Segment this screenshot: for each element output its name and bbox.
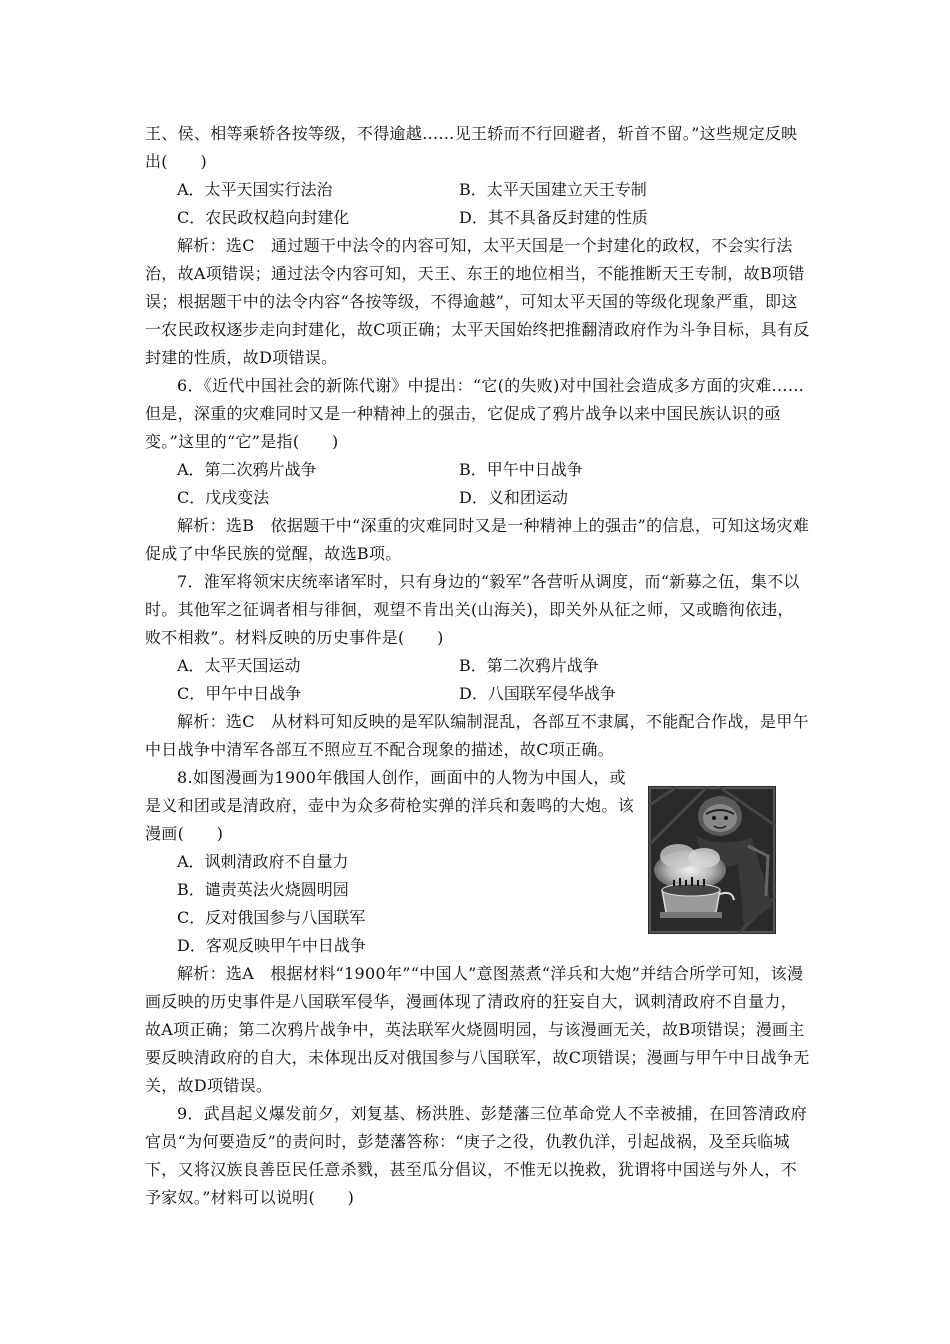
q5-options-row-1: [145, 176, 810, 204]
q5-option-c: C．农民政权趋向封建化: [177, 208, 350, 227]
q7-option-c: C．甲午中日战争: [177, 684, 302, 703]
q6-analysis: 解析：选B 依据题干中“深重的灾难同时又是一种精神上的强击”的信息，可知这场灾难促成了中华民族的觉醒，故选B项。: [145, 516, 810, 563]
q5-analysis: 解析：选C 通过题干中法令的内容可知，太平天国是一个封建化的政权，不会实行法治，故A项错误；通过法令内容可知，天王、东王的地位相当，不能推断天王专制，故B项错误；根据题干中的法令内容“各按等级，不得逾越”，可知太平天国的等级化现象严重，即这一农民政权逐步走向封建化，故C项正确；太平天国始终把推翻清政府作为斗争目标，具有反封建的性质，故D项错误。: [145, 236, 810, 367]
q8-analysis: 解析：选A 根据材料“1900年”“中国人”意图蒸煮“洋兵和大炮”并结合所学可知，该漫画反映的历史事件是八国联军侵华，漫画体现了清政府的狂妄自大，讽刺清政府不自量力，故A项正确；第二次鸦片战争中，英法联军火烧圆明园，与该漫画无关，故B项错误；漫画主要反映清政府的自大，未体现出反对俄国参与八国联军，故C项错误；漫画与甲午中日战争无关，故D项错误。: [145, 964, 810, 1095]
q7-option-b: B．第二次鸦片战争: [459, 656, 599, 675]
q5-option-a: A．太平天国实行法治: [177, 180, 333, 199]
q6-option-a: A．第二次鸦片战争: [177, 460, 317, 479]
cartoon-image: [648, 786, 776, 934]
q8-block: [145, 764, 810, 960]
q7-stem: 7．淮军将领宋庆统率诸军时，只有身边的“毅军”各营听从调度，而“新募之伍，集不以时。其他军之征调者相与徘徊，观望不肯出关(山海关)，即关外从征之师，又或瞻徇依违，败不相救”。材料反映的历史事件是( ): [145, 572, 800, 647]
document-content: [145, 120, 810, 1212]
q6-option-c: C．戊戌变法: [177, 488, 270, 507]
q9-stem: 9．武昌起义爆发前夕，刘复基、杨洪胜、彭楚藩三位革命党人不幸被捕，在回答清政府官员“为何要造反”的责问时，彭楚藩答称：“庚子之役，仇教仇洋，引起战祸，及至兵临城下，又将汉族良善臣民任意杀戮，甚至瓜分倡议，不惟无以挽救，犹谓将中国送与外人，不予家奴。”材料可以说明( ): [145, 1104, 807, 1207]
q8-option-c: C．反对俄国参与八国联军: [177, 908, 366, 927]
q6-stem: 6．《近代中国社会的新陈代谢》中提出：“它(的失败)对中国社会造成多方面的灾难……但是，深重的灾难同时又是一种精神上的强击，它促成了鸦片战争以来中国民族认识的亟变。”这里的“它”是指( ): [145, 376, 805, 451]
q6-option-d: D．义和团运动: [459, 488, 568, 507]
q8-option-b: B．谴责英法火烧圆明园: [177, 880, 349, 899]
q8-option-d: D．客观反映甲午中日战争: [177, 936, 366, 955]
q8-option-a: A．讽刺清政府不自量力: [177, 852, 349, 871]
q5-stem: 王、侯、相等乘轿各按等级，不得逾越……见王轿而不行回避者，斩首不留。”这些规定反映出( ): [145, 124, 798, 171]
q6-options-row-1: [145, 456, 810, 484]
q5-options-row-2: [145, 204, 810, 232]
q6-option-b: B．甲午中日战争: [459, 460, 583, 479]
q8-stem: 8.如图漫画为1900年俄国人创作，画面中的人物为中国人，或是义和团或是清政府，壶中为众多荷枪实弹的洋兵和轰鸣的大炮。该漫画( ): [145, 768, 635, 843]
q7-options-row-1: [145, 652, 810, 680]
q5-option-b: B．太平天国建立天王专制: [459, 180, 647, 199]
q7-option-d: D．八国联军侵华战争: [459, 684, 616, 703]
q5-option-d: D．其不具备反封建的性质: [459, 208, 648, 227]
q7-options-row-2: [145, 680, 810, 708]
q6-options-row-2: [145, 484, 810, 512]
q7-option-a: A．太平天国运动: [177, 656, 301, 675]
q7-analysis: 解析：选C 从材料可知反映的是军队编制混乱，各部互不隶属，不能配合作战，是甲午中日战争中清军各部互不照应互不配合现象的描述，故C项正确。: [145, 712, 809, 759]
